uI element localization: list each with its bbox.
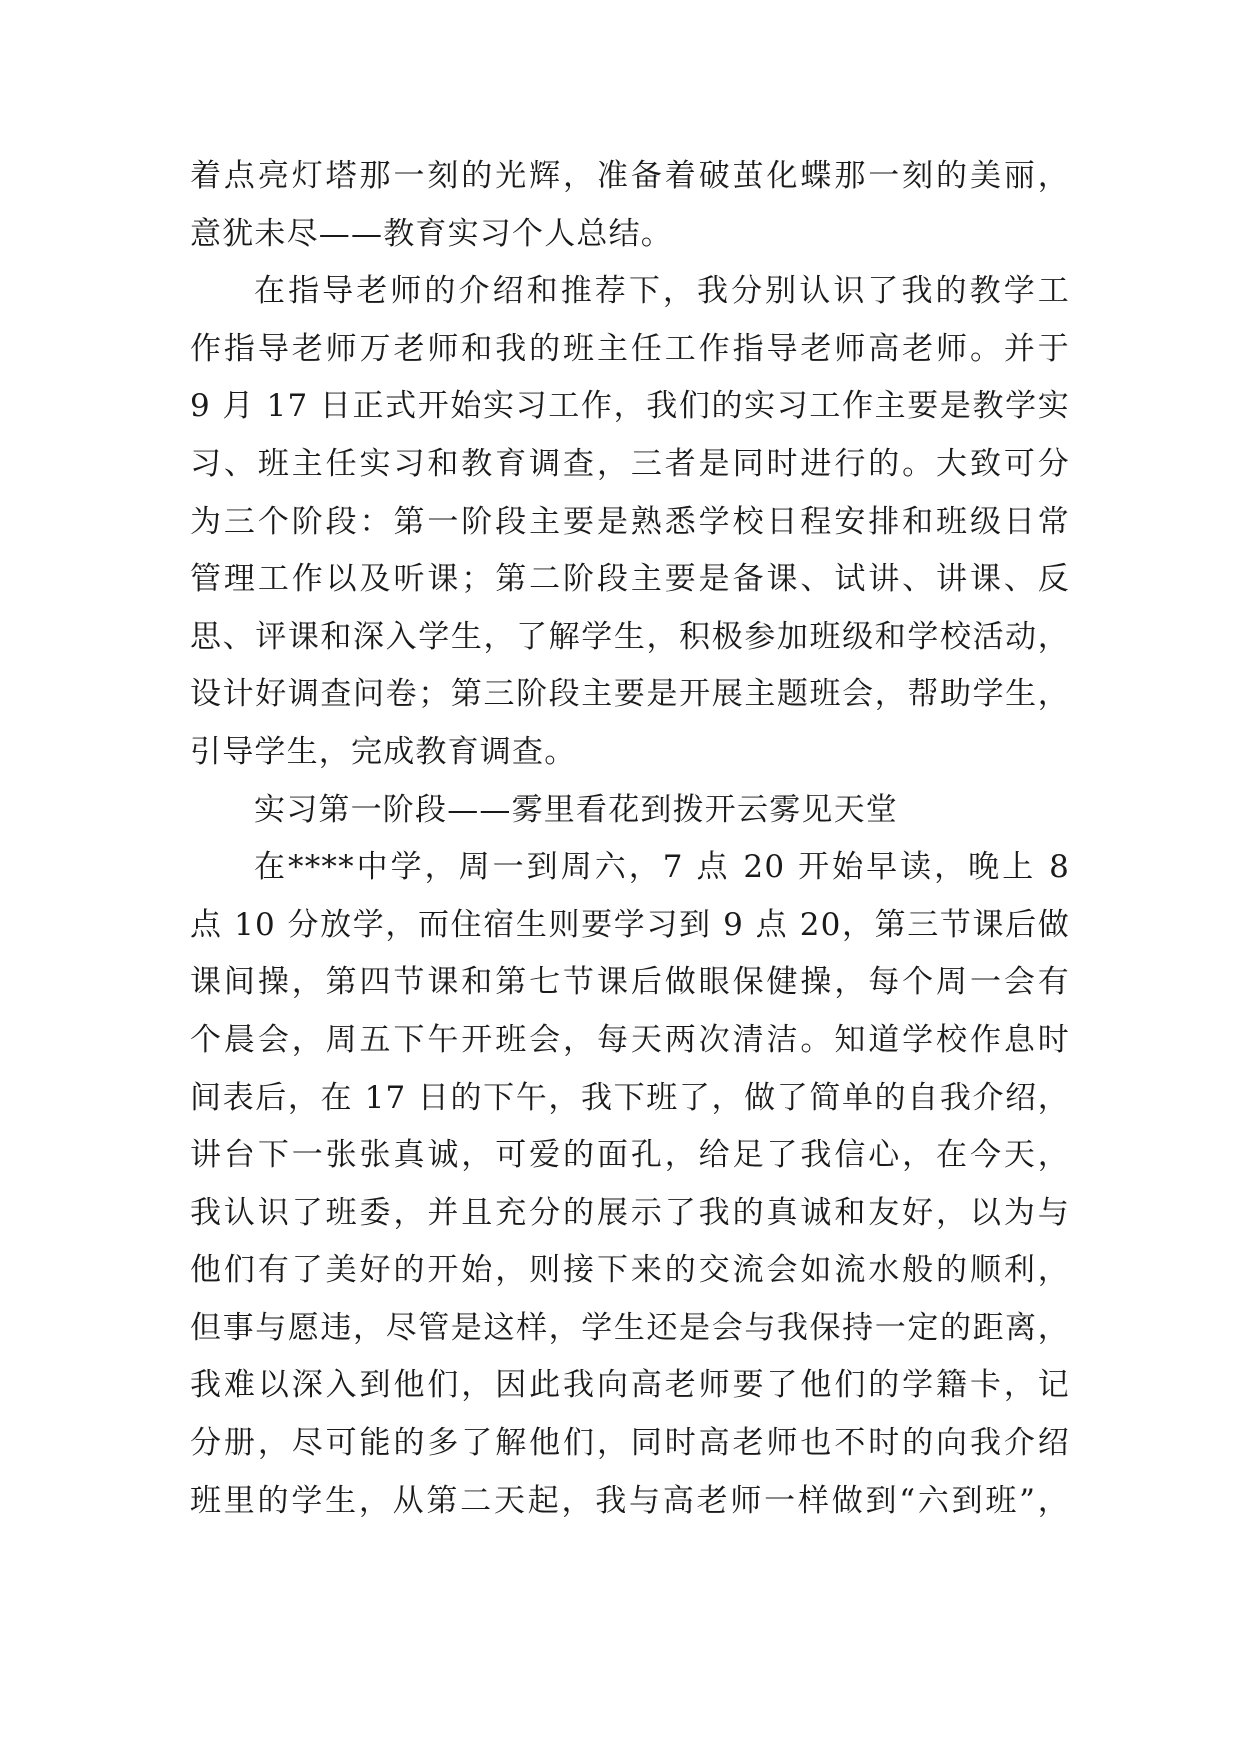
text-line: 作指导老师万老师和我的班主任工作指导老师高老师。并于: [190, 330, 1070, 367]
text-line: 管理工作以及听课；第二阶段主要是备课、试讲、讲课、反: [190, 561, 1070, 598]
paragraph-start-line: 在指导老师的介绍和推荐下，我分别认识了我的教学工: [254, 273, 1070, 310]
text-line: 班里的学生，从第二天起，我与高老师一样做到“六到班”，: [190, 1482, 1070, 1519]
text-line: 但事与愿违，尽管是这样，学生还是会与我保持一定的距离，: [190, 1309, 1070, 1346]
text-line: 习、班主任实习和教育调查，三者是同时进行的。大致可分: [190, 445, 1070, 482]
text-line: 思、评课和深入学生，了解学生，积极参加班级和学校活动，: [190, 618, 1070, 655]
text-line: 讲台下一张张真诚，可爱的面孔，给足了我信心，在今天，: [190, 1137, 1070, 1174]
text-line: 着点亮灯塔那一刻的光辉，准备着破茧化蝶那一刻的美丽，: [190, 158, 1070, 194]
paragraph-start-line: 在****中学，周一到周六，7 点 20 开始早读，晚上 8: [254, 849, 1070, 886]
text-line: 间表后，在 17 日的下午，我下班了，做了简单的自我介绍，: [190, 1079, 1070, 1116]
section-heading: 实习第一阶段——雾里看花到拨开云雾见天堂: [254, 791, 898, 828]
text-line: 意犹未尽——教育实习个人总结。: [190, 215, 673, 252]
text-line: 他们有了美好的开始，则接下来的交流会如流水般的顺利，: [190, 1252, 1070, 1289]
text-line: 9 月 17 日正式开始实习工作，我们的实习工作主要是教学实: [190, 388, 1070, 425]
text-line: 课间操，第四节课和第七节课后做眼保健操，每个周一会有: [190, 964, 1070, 1001]
text-line: 点 10 分放学，而住宿生则要学习到 9 点 20，第三节课后做: [190, 906, 1070, 943]
body-text: [190, 148, 1070, 1530]
text-line: 我认识了班委，并且充分的展示了我的真诚和友好，以为与: [190, 1194, 1070, 1231]
text-line: 个晨会，周五下午开班会，每天两次清洁。知道学校作息时: [190, 1021, 1070, 1058]
text-line: 为三个阶段：第一阶段主要是熟悉学校日程安排和班级日常: [190, 503, 1070, 540]
text-line: 我难以深入到他们，因此我向高老师要了他们的学籍卡，记: [190, 1367, 1070, 1404]
text-line: 分册，尽可能的多了解他们，同时高老师也不时的向我介绍: [190, 1425, 1070, 1462]
text-line: 引导学生，完成教育调查。: [190, 733, 577, 770]
text-line: 设计好调查问卷；第三阶段主要是开展主题班会，帮助学生，: [190, 676, 1070, 713]
